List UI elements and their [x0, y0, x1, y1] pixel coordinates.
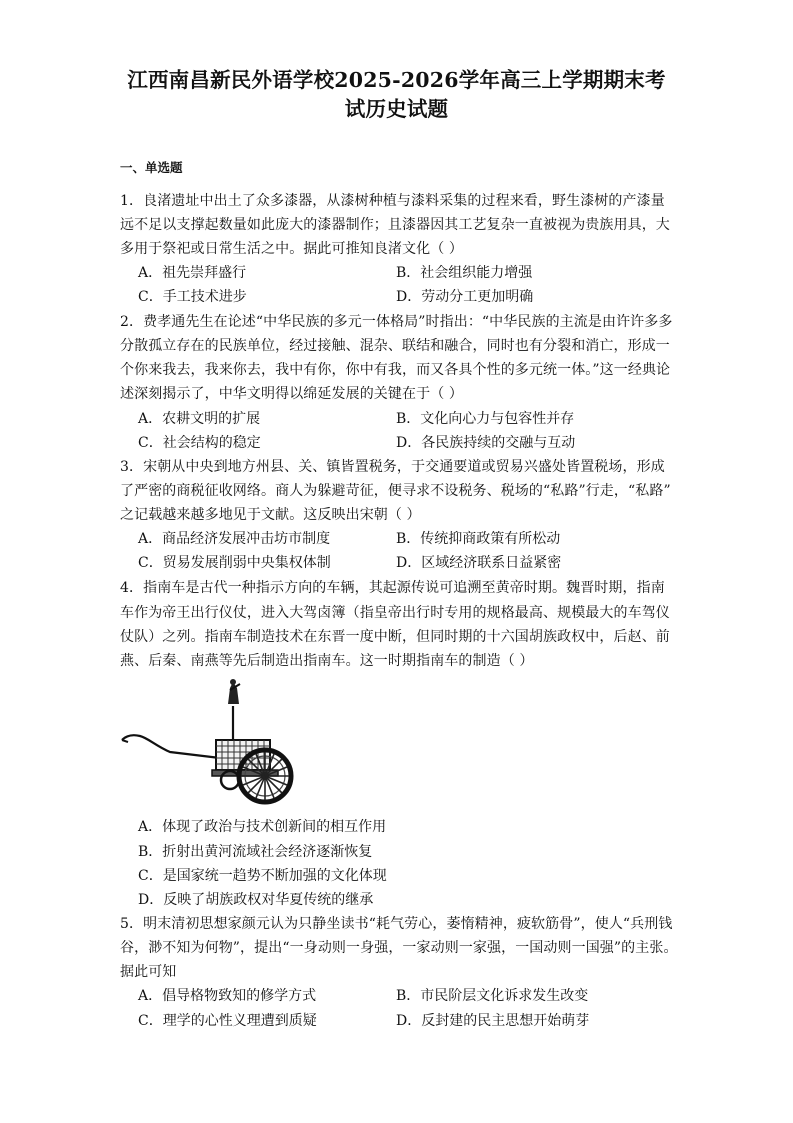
south-pointing-chariot-illustration — [120, 676, 300, 816]
q3-line-1: 3．宋朝从中央到地方州县、关、镇皆置税务，于交通要道或贸易兴盛处皆置税场，形成 — [120, 459, 665, 475]
q3-line-2: 了严密的商税征收网络。商人为躲避苛征，便寻求不设税务、税场的“私路”行走，“私路” — [120, 483, 671, 499]
q5-option-a: A．倡导格物致知的修学方式 — [138, 988, 317, 1004]
q3-option-c: C．贸易发展削弱中央集权体制 — [138, 555, 331, 571]
q5-line-2: 谷，渺不知为何物”，提出“一身动则一身强，一家动则一家强，一国动则一国强”的主张。 — [120, 940, 678, 956]
q1-line-1: 1．良渚遗址中出土了众多漆器，从漆树种植与漆料采集的过程来看，野生漆树的产漆量 — [120, 193, 665, 209]
q5-option-c: C．理学的心性义理遭到质疑 — [138, 1013, 317, 1029]
q3-option-a: A．商品经济发展冲击坊市制度 — [138, 531, 331, 547]
q2-line-3: 个你来我去，我来你去，我中有你，你中有我，而又各具个性的多元统一体。”这一经典论 — [120, 362, 671, 378]
exam-title — [0, 66, 793, 124]
q5-line-1: 5．明末清初思想家颜元认为只静坐读书“耗气劳心，萎惰精神，疲软筋骨”，使人“兵刑钱 — [120, 916, 673, 932]
q4-line-2: 车作为帝王出行仪仗，进入大驾卤簿（指皇帝出行时专用的规格最高、规模最大的车驾仪 — [120, 605, 670, 621]
q1-option-a: A．祖先崇拜盛行 — [138, 265, 247, 281]
q4-option-b: B．折射出黄河流域社会经济逐渐恢复 — [138, 844, 373, 860]
q3-option-b: B．传统抑商政策有所松动 — [396, 531, 561, 547]
q1-option-c: C．手工技术进步 — [138, 289, 247, 305]
q4-option-a: A．体现了政治与技术创新间的相互作用 — [138, 819, 387, 835]
q4-option-d: D．反映了胡族政权对华夏传统的继承 — [138, 892, 374, 908]
q4-line-3: 仗队）之列。指南车制造技术在东晋一度中断，但同时期的十六国胡族政权中，后赵、前 — [120, 629, 670, 645]
q4-line-4: 燕、后秦、南燕等先后制造出指南车。这一时期指南车的制造（ ） — [120, 653, 534, 669]
q5-line-3: 据此可知 — [120, 964, 177, 980]
q5-option-d: D．反封建的民主思想开始萌芽 — [396, 1013, 590, 1029]
q4-line-1: 4．指南车是古代一种指示方向的车辆，其起源传说可追溯至黄帝时期。魏晋时期，指南 — [120, 580, 665, 596]
q2-option-b: B．文化向心力与包容性并存 — [396, 411, 575, 427]
q1-option-d: D．劳动分工更加明确 — [396, 289, 534, 305]
q2-line-4: 述深刻揭示了，中华文明得以绵延发展的关键在于（ ） — [120, 386, 463, 402]
q3-option-d: D．区域经济联系日益紧密 — [396, 555, 562, 571]
title-line-1: 江西南昌新民外语学校2025-2026学年高三上学期期末考 — [127, 68, 666, 92]
q2-option-a: A．农耕文明的扩展 — [138, 411, 261, 427]
q2-option-c: C．社会结构的稳定 — [138, 435, 261, 451]
q1-line-3: 多用于祭祀或日常生活之中。据此可推知良渚文化（ ） — [120, 241, 463, 257]
q4-option-c: C．是国家统一趋势不断加强的文化体现 — [138, 868, 387, 884]
q5-option-b: B．市民阶层文化诉求发生改变 — [396, 988, 589, 1004]
q2-line-2: 分散孤立存在的民族单位，经过接触、混杂、联结和融合，同时也有分裂和消亡，形成一 — [120, 338, 670, 354]
q2-option-d: D．各民族持续的交融与互动 — [396, 435, 576, 451]
title-line-2: 试历史试题 — [344, 97, 449, 121]
q2-line-1: 2．费孝通先生在论述“中华民族的多元一体格局”时指出：“中华民族的主流是由许许多多 — [120, 314, 673, 330]
section-heading: 一、单选题 — [120, 160, 183, 175]
q1-option-b: B．社会组织能力增强 — [396, 265, 533, 281]
q3-line-3: 之记载越来越多地见于文献。这反映出宋朝（ ） — [120, 507, 421, 523]
q1-line-2: 远不足以支撑起数量如此庞大的漆器制作；且漆器因其工艺复杂一直被视为贵族用具，大 — [120, 217, 670, 233]
